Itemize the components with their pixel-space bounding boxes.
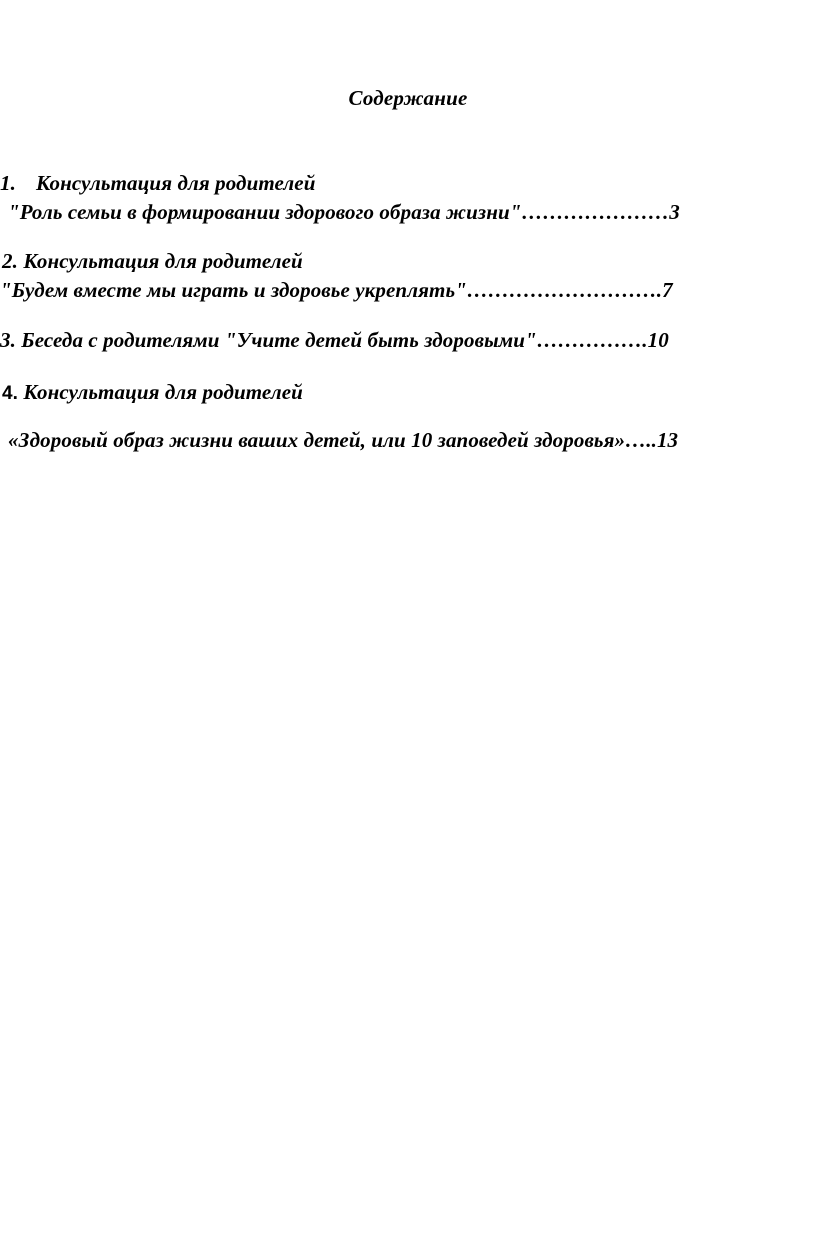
toc-entry-4-heading-text: Консультация для родителей — [23, 380, 303, 404]
toc-entry-2-subtitle: "Будем вместе мы играть и здоровье укреплять"……………………….7 — [0, 278, 673, 302]
toc-entry-4-heading — [2, 380, 303, 405]
toc-entry-4-separator: . — [12, 383, 19, 404]
toc-entry-4-number: 4 — [2, 383, 13, 404]
toc-entry-1-subtitle: "Роль семьи в формировании здорового образа жизни"…………………3 — [8, 200, 680, 224]
contents-title: Содержание — [348, 86, 468, 110]
toc-entry-2-number: 2. — [2, 249, 18, 273]
toc-entry-4-subtitle: «Здоровый образ жизни ваших детей, или 10 заповедей здоровья»…..13 — [8, 428, 679, 452]
toc-entry-1-number: 1. — [0, 171, 16, 195]
toc-entry-2-heading-text: Консультация для родителей — [23, 249, 303, 273]
toc-entry-3: 3. Беседа с родителями "Учите детей быть здоровыми"…………….10 — [0, 328, 669, 352]
toc-entry-1-heading — [0, 171, 316, 196]
toc-entry-1-heading-text: Консультация для родителей — [36, 171, 316, 195]
toc-entry-2-heading — [2, 249, 303, 274]
